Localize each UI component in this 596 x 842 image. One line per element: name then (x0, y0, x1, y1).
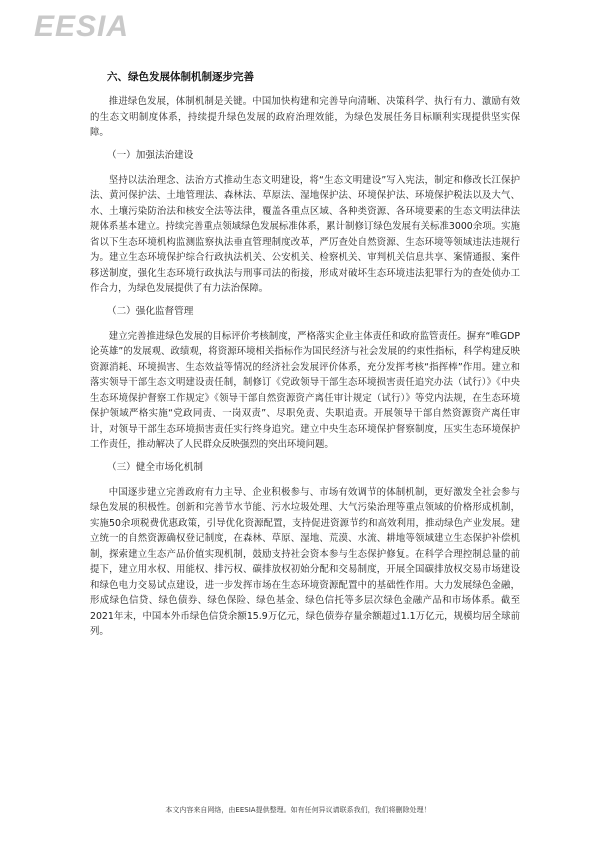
subsection-heading-supervision: （二）强化监督管理 (107, 305, 194, 317)
document-body (90, 70, 520, 648)
subsection-body-supervision: 建立完善推进绿色发展的目标评价考核制度，严格落实企业主体责任和政府监管责任。摒弃“唯GDP论英雄”的发展观、政绩观，将资源环境相关指标作为国民经济与社会发展的约束性指标，科学构建反映资源消耗、环境损害、生态效益等情况的经济社会发展评价体系，充分发挥考核“指挥棒”作用。建立和落实领导干部生态文明建设责任制，制修订《党政领导干部生态环境损害责任追究办法（试行）》《中央生态环境保护督察工作规定》《领导干部自然资源资产离任审计规定（试行）》等党内法规，在生态环境保护领域严格实施“党政同责、一岗双责”、尽职免责、失职追责。开展领导干部自然资源资产离任审计，对领导干部生态环境损害责任实行终身追究。建立中央生态环境保护督察制度，压实生态环境保护工作责任，推动解决了人民群众反映强烈的突出环境问题。 (90, 330, 520, 450)
eesia-logo: EESIA (34, 10, 130, 43)
footer-disclaimer: 本文内容来自网络，由EESIA提供整理。如有任何异议请联系我们，我们将删除处理！ (165, 806, 431, 814)
subsection-heading-law: （一）加强法治建设 (107, 149, 194, 161)
intro-paragraph: 推进绿色发展，体制机制是关键。中国加快构建和完善导向清晰、决策科学、执行有力、激励有效的生态文明制度体系，持续提升绿色发展的政府治理效能，为绿色发展任务目标顺利实现提供坚实保障。 (90, 96, 520, 138)
subsection-heading-market: （三）健全市场化机制 (107, 461, 203, 473)
subsection-body-market: 中国逐步建立完善政府有力主导、企业积极参与、市场有效调节的体制机制，更好激发全社会参与绿色发展的积极性。创新和完善节水节能、污水垃圾处理、大气污染治理等重点领域的价格形成机制，实施50余项税费优惠政策，引导优化资源配置，支持促进资源节约和高效利用，推动绿色产业发展。建立统一的自然资源确权登记制度，在森林、草原、湿地、荒漠、水流、耕地等领域建立生态保护补偿机制，探索建立生态产品价值实现机制，鼓励支持社会资本参与生态保护修复。在科学合理控制总量的前提下，建立用水权、用能权、排污权、碳排放权初始分配和交易制度，开展全国碳排放权交易市场建设和绿色电力交易试点建设，进一步发挥市场在生态环境资源配置中的基础性作用。大力发展绿色金融，形成绿色信贷、绿色债券、绿色保险、绿色基金、绿色信托等多层次绿色金融产品和市场体系。截至2021年末，中国本外币绿色信贷余额15.9万亿元，绿色债券存量余额超过1.1万亿元，规模均居全球前列。 (90, 486, 520, 637)
subsection-body-law: 坚持以法治理念、法治方式推动生态文明建设，将“生态文明建设”写入宪法，制定和修改长江保护法、黄河保护法、土地管理法、森林法、草原法、湿地保护法、环境保护法、环境保护税法以及大气、水、土壤污染防治法和核安全法等法律，覆盖各重点区域、各种类资源、各环境要素的生态文明法律法规体系基本建立。持续完善重点领域绿色发展标准体系，累计制修订绿色发展有关标准3000余项。实施省以下生态环境机构监测监察执法垂直管理制度改革，严厉查处自然资源、生态环境等领域违法违规行为。建立生态环境保护综合行政执法机关、公安机关、检察机关、审判机关信息共享、案情通报、案件移送制度，强化生态环境行政执法与刑事司法的衔接，形成对破坏生态环境违法犯罪行为的查处侦办工作合力，为绿色发展提供了有力法治保障。 (90, 174, 520, 294)
section-title: 六、绿色发展体制机制逐步完善 (107, 71, 254, 83)
